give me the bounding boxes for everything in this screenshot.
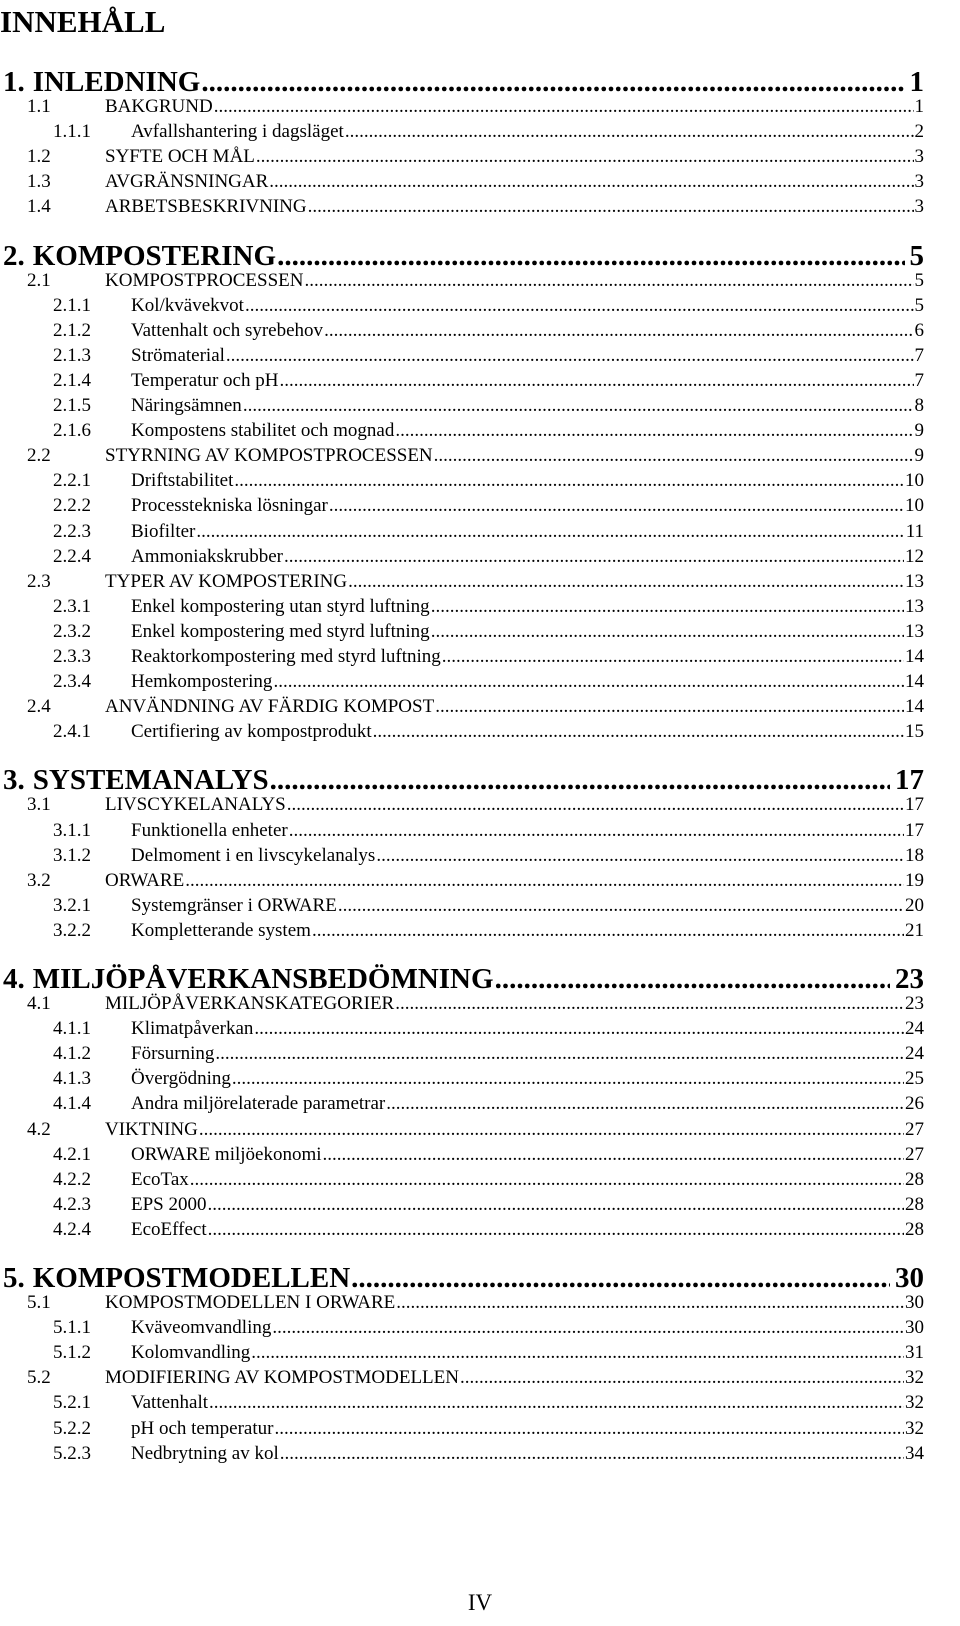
toc-entry-title: pH och temperatur [131,1417,274,1439]
toc-entry-number: 2.1.2 [53,319,91,341]
toc-dot-leader [245,295,914,317]
toc-entry-page: 28 [905,1168,924,1190]
toc-entry-3-1[interactable] [27,794,924,816]
toc-entry-title: KOMPOSTMODELLEN I ORWARE [105,1292,396,1313]
toc-entry-number: 2.1.3 [53,344,91,366]
toc-entry-page: 14 [905,646,924,667]
toc-dot-leader [351,1262,890,1295]
toc-entry-title: Temperatur och pH [131,369,279,391]
toc-entry-page: 5 [909,239,924,272]
toc-entry-title: EPS 2000 [131,1193,207,1215]
toc-entry-title: MILJÖPÅVERKANSKATEGORIER [105,993,395,1014]
toc-entry-page: 28 [905,1193,924,1215]
toc-entry-2-1-6[interactable] [53,420,924,442]
toc-entry-page: 27 [905,1143,924,1165]
toc-entry-page: 7 [914,344,924,366]
toc-entry-page: 24 [905,1018,924,1040]
toc-entry-title: AVGRÄNSNINGAR [105,171,269,193]
toc-dot-leader [289,820,904,842]
toc-entry-number: 3.2.2 [53,919,91,941]
toc-entry-number: 1.1.1 [53,121,91,143]
toc-dot-leader [277,240,904,273]
toc-dot-leader [308,196,914,218]
toc-dot-leader [495,963,890,996]
toc-entry-page: 18 [905,844,924,866]
toc-entry-5-2[interactable] [27,1367,924,1389]
toc-entry-page: 1 [909,66,924,98]
toc-entry-number: 2.4 [27,696,51,718]
toc-entry-page: 34 [905,1442,924,1464]
toc-entry-3-2-2[interactable] [53,920,924,942]
toc-entry-page: 3 [914,196,924,218]
toc-entry-page: 17 [895,764,924,797]
toc-entry-page: 31 [905,1342,924,1364]
toc-entry-title: ORWARE miljöekonomi [131,1143,322,1165]
toc-entry-page: 30 [905,1317,924,1339]
toc-entry-title: Försurning [131,1043,215,1065]
toc-entry-4[interactable] [3,963,924,996]
toc-entry-2-1-2[interactable] [53,320,924,342]
toc-entry-page: 15 [905,721,924,743]
toc-entry-2-3[interactable] [27,571,924,593]
toc-entry-3[interactable] [3,764,924,797]
toc-entry-title: INLEDNING [32,66,201,98]
toc-entry-page: 2 [914,121,924,143]
toc-dot-leader [338,895,904,917]
toc-entry-3-2-1[interactable] [53,895,924,917]
toc-dot-leader [348,571,904,593]
toc-entry-4-2-3[interactable] [53,1194,924,1216]
toc-entry-5[interactable] [3,1262,924,1295]
toc-entry-5-2-1[interactable] [53,1392,924,1414]
toc-entry-page: 7 [914,369,924,391]
toc-entry-number: 5.1.2 [53,1342,91,1364]
toc-entry-number: 2.2.2 [53,495,91,517]
toc-dot-leader [185,870,904,892]
toc-entry-title: Kompletterande system [131,919,311,941]
toc-dot-leader [190,1169,904,1191]
toc-entry-number: 2.1.5 [53,395,91,416]
toc-entry-number: 2.2.1 [53,470,91,492]
toc-entry-page: 25 [905,1068,924,1090]
toc-entry-number: 4.1.2 [53,1043,91,1065]
toc-entry-4-2[interactable] [27,1119,924,1141]
toc-entry-title: Övergödning [131,1068,231,1090]
toc-dot-leader [243,395,914,417]
toc-entry-number: 2.4.1 [53,721,91,743]
toc-entry-number: 1. [3,66,25,98]
toc-entry-2-4-1[interactable] [53,721,924,743]
toc-entry-page: 13 [905,570,924,592]
toc-entry-page: 30 [905,1292,924,1313]
toc-dot-leader [373,721,904,743]
toc-entry-title: Andra miljörelaterade parametrar [131,1093,386,1115]
toc-entry-number: 5.2.2 [53,1417,91,1439]
toc-entry-page: 32 [905,1417,924,1439]
toc-entry-title: VIKTNING [105,1118,198,1140]
toc-entry-number: 4.1.4 [53,1093,91,1115]
toc-entry-2-2-3[interactable] [53,521,924,543]
toc-entry-3-2[interactable] [27,870,924,892]
toc-entry-5-1[interactable] [27,1292,924,1314]
toc-entry-2-3-4[interactable] [53,671,924,693]
toc-entry-page: 5 [914,294,924,316]
toc-entry-page: 20 [905,894,924,916]
toc-entry-title: Ammoniakskrubber [131,545,283,567]
toc-dot-leader [208,1194,905,1216]
toc-entry-number: 4.1.1 [53,1018,91,1040]
toc-entry-2-2-2[interactable] [53,495,924,517]
toc-entry-4-1-4[interactable] [53,1093,924,1115]
toc-entry-number: 3. [3,764,25,797]
toc-entry-title: Funktionella enheter [131,819,288,841]
toc-entry-number: 4.2 [27,1118,51,1140]
toc-dot-leader [279,370,913,392]
toc-entry-page: 26 [905,1093,924,1115]
toc-dot-leader [256,146,914,168]
toc-entry-title: KOMPOSTPROCESSEN [105,269,304,291]
toc-entry-number: 5.1 [27,1292,51,1313]
toc-entry-title: Certifiering av kompostprodukt [131,721,372,743]
toc-entry-title: EcoTax [131,1168,189,1190]
toc-entry-title: Vattenhalt och syrebehov [131,319,324,341]
toc-dot-leader [269,171,913,193]
toc-entry-number: 2.1 [27,269,51,291]
toc-entry-2-4[interactable] [27,696,924,718]
toc-dot-leader [280,1443,904,1465]
toc-entry-page: 6 [914,319,924,341]
toc-entry-title: Processtekniska lösningar [131,495,328,517]
toc-entry-2-2-1[interactable] [53,470,924,492]
toc-entry-number: 2. [3,239,25,272]
toc-entry-title: ARBETSBESKRIVNING [105,196,307,218]
toc-entry-page: 10 [905,470,924,492]
toc-dot-leader [272,1317,904,1339]
toc-dot-leader [284,546,904,568]
toc-entry-number: 1.1 [27,96,51,117]
toc-dot-leader [201,66,904,99]
toc-dot-leader [460,1367,904,1389]
toc-entry-number: 3.1.2 [53,844,91,866]
toc-entry-page: 14 [905,671,924,693]
toc-dot-leader [270,764,890,797]
toc-entry-title: MODIFIERING AV KOMPOSTMODELLEN [105,1367,459,1389]
toc-entry-title: Biofilter [131,520,196,542]
toc-entry-page: 13 [905,620,924,642]
toc-entry-title: KOMPOSTERING [32,239,277,272]
toc-entry-number: 4.2.3 [53,1193,91,1215]
toc-entry-2-3-2[interactable] [53,621,924,643]
toc-dot-leader [435,696,904,718]
toc-dot-leader [287,794,904,816]
toc-entry-title: SYSTEMANALYS [32,764,269,797]
toc-entry-page: 11 [905,520,924,542]
toc-entry-2-3-1[interactable] [53,596,924,618]
toc-entry-title: STYRNING AV KOMPOSTPROCESSEN [105,445,433,467]
toc-entry-page: 8 [914,395,924,416]
toc-entry-2-1[interactable] [27,270,924,292]
toc-entry-title: LIVSCYKELANALYS [105,794,286,816]
toc-entry-title: Driftstabilitet [131,470,234,492]
toc-entry-number: 3.1.1 [53,819,91,841]
toc-entry-number: 4. [3,963,25,995]
toc-entry-page: 17 [905,819,924,841]
toc-entry-title: KOMPOSTMODELLEN [32,1262,351,1294]
toc-entry-number: 2.2 [27,445,51,467]
toc-entry-number: 4.2.2 [53,1168,91,1190]
toc-dot-leader [232,1068,904,1090]
toc-entry-page: 9 [914,420,924,442]
toc-dot-leader [323,1144,904,1166]
toc-entry-1-3[interactable] [27,171,924,193]
toc-entry-number: 5.2.3 [53,1442,91,1464]
toc-entry-title: ORWARE [105,869,185,891]
toc-entry-4-1-1[interactable] [53,1018,924,1040]
toc-entry-title: Kompostens stabilitet och mognad [131,420,395,442]
toc-entry-1[interactable] [3,66,924,99]
toc-entry-title: Systemgränser i ORWARE [131,894,337,916]
toc-dot-leader [215,1043,904,1065]
toc-dot-leader [196,521,904,543]
toc-entry-1-1-1[interactable] [53,121,924,143]
toc-entry-number: 2.3.4 [53,671,91,693]
toc-dot-leader [395,993,904,1015]
toc-dot-leader [376,845,904,867]
toc-entry-page: 3 [914,146,924,168]
toc-entry-page: 14 [905,696,924,718]
toc-entry-page: 5 [914,269,924,291]
toc-entry-number: 5.2.1 [53,1392,91,1414]
toc-entry-3-1-1[interactable] [53,820,924,842]
toc-entry-5-1-1[interactable] [53,1317,924,1339]
toc-entry-4-1-3[interactable] [53,1068,924,1090]
toc-entry-2[interactable] [3,240,924,273]
toc-dot-leader [254,1018,904,1040]
toc-entry-3-1-2[interactable] [53,845,924,867]
toc-entry-page: 28 [905,1218,924,1240]
toc-entry-4-1-2[interactable] [53,1043,924,1065]
toc-entry-number: 1.3 [27,171,51,193]
toc-entry-number: 3.2.1 [53,894,91,916]
toc-entry-number: 2.2.3 [53,520,91,542]
toc-entry-title: ANVÄNDNING AV FÄRDIG KOMPOST [105,696,435,718]
toc-entry-number: 2.3.3 [53,646,91,667]
toc-entry-title: TYPER AV KOMPOSTERING [105,570,348,592]
toc-entry-page: 13 [905,595,924,617]
toc-dot-leader [226,345,914,367]
toc-entry-title: EcoEffect [131,1218,207,1240]
toc-dot-leader [214,96,914,118]
toc-entry-page: 32 [905,1367,924,1389]
toc-entry-title: Kväveomvandling [131,1317,272,1339]
toc-dot-leader [386,1093,904,1115]
toc-entry-title: Delmoment i en livscykelanalys [131,844,376,866]
toc-dot-leader [234,470,904,492]
toc-entry-number: 2.1.6 [53,420,91,442]
toc-entry-title: Reaktorkompostering med styrd luftning [131,646,441,667]
toc-entry-page: 23 [895,963,924,995]
toc-dot-leader [274,1418,904,1440]
toc-entry-number: 2.3 [27,570,51,592]
toc-entry-5-1-2[interactable] [53,1342,924,1364]
toc-entry-4-2-2[interactable] [53,1169,924,1191]
toc-dot-leader [396,1292,904,1314]
toc-entry-number: 3.1 [27,794,51,816]
toc-entry-2-2-4[interactable] [53,546,924,568]
toc-entry-number: 1.2 [27,146,51,168]
toc-entry-2-1-4[interactable] [53,370,924,392]
toc-entry-number: 1.4 [27,196,51,218]
toc-dot-leader [251,1342,904,1364]
toc-entry-page: 12 [905,545,924,567]
toc-entry-1-2[interactable] [27,146,924,168]
toc-entry-number: 4.2.1 [53,1143,91,1165]
toc-entry-title: Klimatpåverkan [131,1018,254,1040]
toc-entry-page: 1 [914,96,924,117]
toc-entry-4-2-1[interactable] [53,1144,924,1166]
toc-dot-leader [273,671,904,693]
toc-entry-title: Nedbrytning av kol [131,1442,279,1464]
toc-entry-number: 5. [3,1262,25,1294]
toc-entry-page: 30 [895,1262,924,1294]
toc-dot-leader [431,596,904,618]
toc-entry-page: 23 [905,993,924,1014]
toc-entry-page: 24 [905,1043,924,1065]
toc-entry-2-3-3[interactable] [53,646,924,668]
toc-dot-leader [431,621,904,643]
toc-entry-number: 5.1.1 [53,1317,91,1339]
toc-entry-number: 2.2.4 [53,545,91,567]
toc-dot-leader [312,920,904,942]
toc-entry-title: Vattenhalt [131,1392,209,1414]
toc-dot-leader [345,121,914,143]
toc-entry-page: 10 [905,495,924,517]
toc-entry-page: 32 [905,1392,924,1414]
toc-dot-leader [329,495,904,517]
toc-dot-leader [305,270,914,292]
toc-entry-number: 2.1.4 [53,369,91,391]
toc-entry-number: 2.3.1 [53,595,91,617]
toc-dot-leader [324,320,913,342]
toc-entry-4-2-4[interactable] [53,1219,924,1241]
toc-dot-leader [199,1119,904,1141]
toc-entry-page: 17 [905,794,924,816]
page-title: INNEHÅLL [0,4,166,39]
toc-entry-title: BAKGRUND [105,96,213,117]
toc-entry-5-2-2[interactable] [53,1418,924,1440]
toc-entry-page: 27 [905,1118,924,1140]
toc-entry-number: 2.1.1 [53,294,91,316]
toc-entry-page: 19 [905,869,924,891]
toc-dot-leader [442,646,904,668]
toc-entry-title: Strömaterial [131,344,225,366]
toc-entry-page: 3 [914,171,924,193]
toc-dot-leader [208,1219,904,1241]
toc-entry-title: Enkel kompostering utan styrd luftning [131,595,430,617]
toc-entry-title: SYFTE OCH MÅL [105,146,255,168]
toc-entry-number: 5.2 [27,1367,51,1389]
toc-entry-title: Kol/kvävekvot [131,294,244,316]
toc-entry-number: 3.2 [27,869,51,891]
toc-entry-number: 4.1.3 [53,1068,91,1090]
toc-entry-title: MILJÖPÅVERKANSBEDÖMNING [32,963,494,995]
toc-dot-leader [209,1392,904,1414]
toc-entry-title: Enkel kompostering med styrd luftning [131,620,430,642]
toc-entry-number: 4.1 [27,993,51,1014]
toc-entry-1-1[interactable] [27,96,924,118]
toc-entry-page: 9 [914,445,924,467]
toc-entry-number: 4.2.4 [53,1218,91,1240]
toc-entry-page: 21 [905,919,924,941]
toc-dot-leader [434,445,914,467]
toc-entry-2-1-3[interactable] [53,345,924,367]
toc-entry-2-1-1[interactable] [53,295,924,317]
toc-entry-title: Näringsämnen [131,395,242,416]
toc-entry-2-1-5[interactable] [53,395,924,417]
toc-entry-5-2-3[interactable] [53,1443,924,1465]
toc-dot-leader [395,420,913,442]
toc-entry-number: 2.3.2 [53,620,91,642]
toc-entry-title: Kolomvandling [131,1342,251,1364]
toc-entry-1-4[interactable] [27,196,924,218]
toc-entry-title: Hemkompostering [131,671,273,693]
toc-entry-title: Avfallshantering i dagsläget [131,121,344,143]
toc-entry-2-2[interactable] [27,445,924,467]
page-number-footer: IV [467,1590,493,1615]
toc-entry-4-1[interactable] [27,993,924,1015]
